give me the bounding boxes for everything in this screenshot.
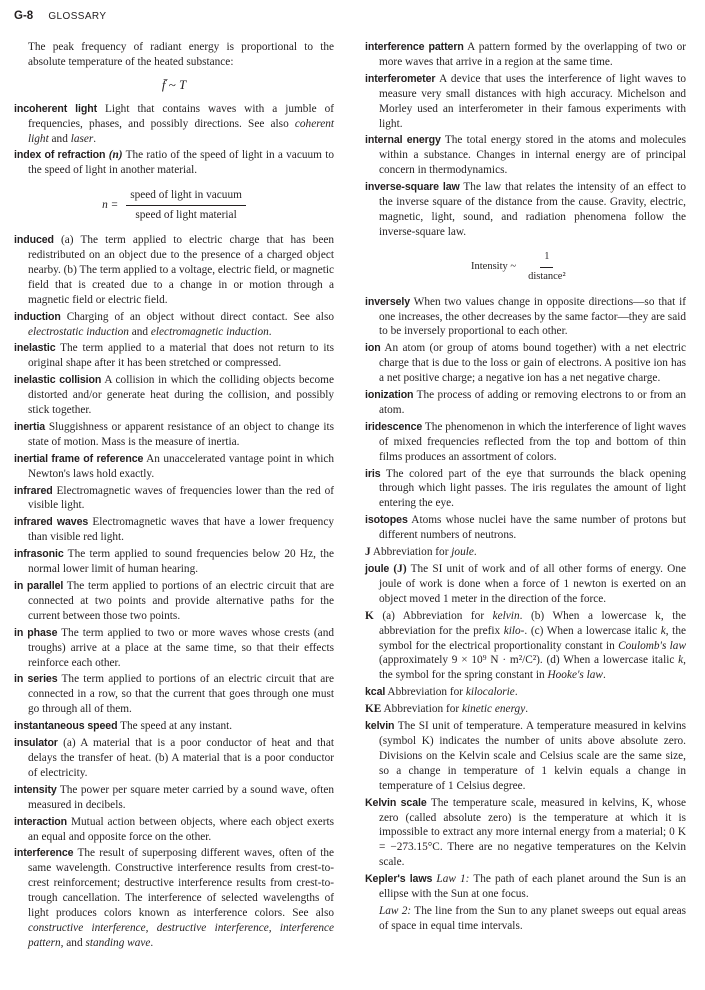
left-column xyxy=(14,40,334,953)
entry-in-parallel: in parallel The term applied to portions of an electric circuit that are connected at two points and provide alternative paths for the current between those two points. xyxy=(14,580,335,622)
entry-ion: ion An atom (or group of atoms bound together) with a net electric charge that is due to the loss or gain of electrons. A positive ion has a net positive charge; a negative ion has a net negative charge. xyxy=(365,342,686,385)
entry-induction: induction Charging of an object without direct contact. See also electrostatic induction and electromagnetic induction. xyxy=(14,310,334,338)
entry-internal-energy: internal energy The total energy stored in the atoms and molecules within a substance. Changes in internal energy are of principal concern in thermodynamics. xyxy=(365,134,686,177)
refraction-formula: n = $\frac{\text{speed of light in vacuum}}{\text{speed of light material}}$ xyxy=(14,188,334,223)
intro-text: The peak frequency of radiant energy is proportional to the absolute temperature of the heated substance: xyxy=(28,41,334,68)
entry-inertial-frame: inertial frame of reference An unaccelerated vantage point in which Newton's laws hold exactly. xyxy=(14,452,334,480)
keplers-law-2: Law 2: The line from the Sun to any planet sweeps out equal areas of space in equal time intervals. xyxy=(379,904,687,932)
page-header xyxy=(14,10,106,22)
entry-inertia: inertia Sluggishness or apparent resistance of an object to change its state of motion. Mass is the measure of inertia. xyxy=(14,420,334,448)
entry-ionization: ionization The process of adding or removing electrons to or from an atom. xyxy=(365,389,686,416)
right-column xyxy=(365,40,686,936)
entry-interaction: interaction Mutual action between objects, where each object exerts an equal and opposite force on the other. xyxy=(14,815,334,843)
entry-insulator: insulator (a) A material that is a poor conductor of heat and that delays the transfer of heat. (b) A material that is a poor conductor of electricity. xyxy=(14,737,334,779)
inverse-square-formula: Intensity ~ $\frac{1}{\text{distance²}}$ xyxy=(471,250,566,282)
frequency-formula: f̄ ~ T xyxy=(161,76,187,92)
entry-k: K (a) Abbreviation for kelvin. (b) When a lowercase k, the abbreviation for the prefix kilo-. (c) When a lowercase italic k, the symbol for the electrical proportionality constant in Coulomb's law (approximately 9 × 10⁹ N · m²/C²). (d) When a lowercase italic k, the symbol for the spring constant in Hooke's law. xyxy=(365,609,686,682)
entry-iridescence: iridescence The phenomenon in which the interference of light waves of mixed frequencies reflected from the top and bottom of thin films produces an assortment of colors. xyxy=(365,420,686,463)
entry-induced: induced (a) The term applied to electric charge that has been redistributed on an object due to the presence of a charged object nearby. (b) The term applied to a voltage, electric field, or magnetic field that is created due to a change in or motion through a magnetic field or electric field. xyxy=(14,234,334,306)
entry-inelastic: inelastic The term applied to a material that does not return to its original shape after it has been stretched or compressed. xyxy=(14,342,334,370)
entry-intensity: intensity The power per square meter carried by a sound wave, often measured in decibels. xyxy=(14,783,334,811)
entry-infrasonic: infrasonic The term applied to sound frequencies below 20 Hz, the normal lower limit of human hearing. xyxy=(14,548,334,576)
entry-inverse-square-law: inverse-square law The law that relates the intensity of an effect to the inverse square of the distance from the cause. Gravity, electric, magnetic, light, sound, and radiation phenomena follow the inverse-square law. xyxy=(365,181,686,238)
entry-kelvin: kelvin The SI unit of temperature. A temperature measured in kelvins (symbol K) indicates the number of units above absolute zero. Divisions on the Kelvin scale and Celsius scale are the same size, so a change in temperature of 1 kelvin equals a change in temperature of 1 Celsius degree. xyxy=(365,720,686,792)
entry-interference-pattern: interference pattern A pattern formed by the overlapping of two or more waves that arrive in a region at the same time. xyxy=(365,41,686,68)
entry-infrared-waves: infrared waves Electromagnetic waves that have a lower frequency than visible red light. xyxy=(14,516,334,544)
page-number: G-8 xyxy=(14,10,34,22)
entry-keplers-laws: Kepler's laws Law 1: The path of each planet around the Sun is an ellipse with the Sun at one focus. xyxy=(365,873,687,901)
entry-inversely: inversely When two values change in opposite directions—so that if one increases, the other decreases by the same factor—they are said to be inversely proportional to each other. xyxy=(365,295,686,338)
entry-inelastic-collision: inelastic collision A collision in which the colliding objects become distorted and/or generate heat during the collision, and possibly stick together. xyxy=(14,374,334,417)
entry-infrared: infrared Electromagnetic waves of frequencies lower than the red of visible light. xyxy=(14,484,334,512)
entry-kcal: kcal Abbreviation for kilocalorie. xyxy=(365,686,518,699)
entry-index-of-refraction: index of refraction (n) The ratio of the speed of light in a vacuum to the speed of light in another material. xyxy=(14,149,334,177)
entry-iris: iris The colored part of the eye that surrounds the black opening through which light passes. The iris regulates the amount of light entering the eye. xyxy=(365,467,686,510)
section-title: GLOSSARY xyxy=(48,11,107,22)
entry-interferometer: interferometer A device that uses the interference of light waves to measure very small distances with high accuracy. Michelson and Morley used an interferometer in their famous experiments with light. xyxy=(365,72,686,130)
entry-in-phase: in phase The term applied to two or more waves whose crests (and troughs) arrive at a place at the same time, so that their effects reinforce each other. xyxy=(14,626,334,669)
entry-incoherent-light: incoherent light Light that contains waves with a jumble of frequencies, phases, and possibly directions. See also coherent light and laser. xyxy=(14,102,334,145)
entry-joule: joule (J) The SI unit of work and of all other forms of energy. One joule of work is done when a force of 1 newton is exerted on an object moved 1 meter in the direction of the force. xyxy=(365,563,686,605)
entry-j: J Abbreviation for joule. xyxy=(365,546,477,559)
entry-interference: interference The result of superposing different waves, often of the same wavelength. Constructive interference results from crest-to-crest reinforcement; destructive interference results from crest-to-trough cancellation. The interference of selected wavelengths of light produces colors known as interference colors. See also constructive interference, destructive interference, interference pattern, and standing wave. xyxy=(14,847,334,949)
entry-ke: KE Abbreviation for kinetic energy. xyxy=(365,703,529,716)
entry-kelvin-scale: Kelvin scale The temperature scale, measured in kelvins, K, whose zero (called absolute zero) is the temperature at which it is impossible to extract any more internal energy from a material; 0 K = −273.15°C. There are no negative temperatures on the Kelvin scale. xyxy=(365,796,686,869)
entry-in-series: in series The term applied to portions of an electric circuit that are connected in a row, so that the current that goes through one must go through all of them. xyxy=(14,673,334,716)
entry-instantaneous-speed: instantaneous speed The speed at any instant. xyxy=(14,720,233,733)
entry-isotopes: isotopes Atoms whose nuclei have the same number of protons but different numbers of neutrons. xyxy=(365,514,686,542)
